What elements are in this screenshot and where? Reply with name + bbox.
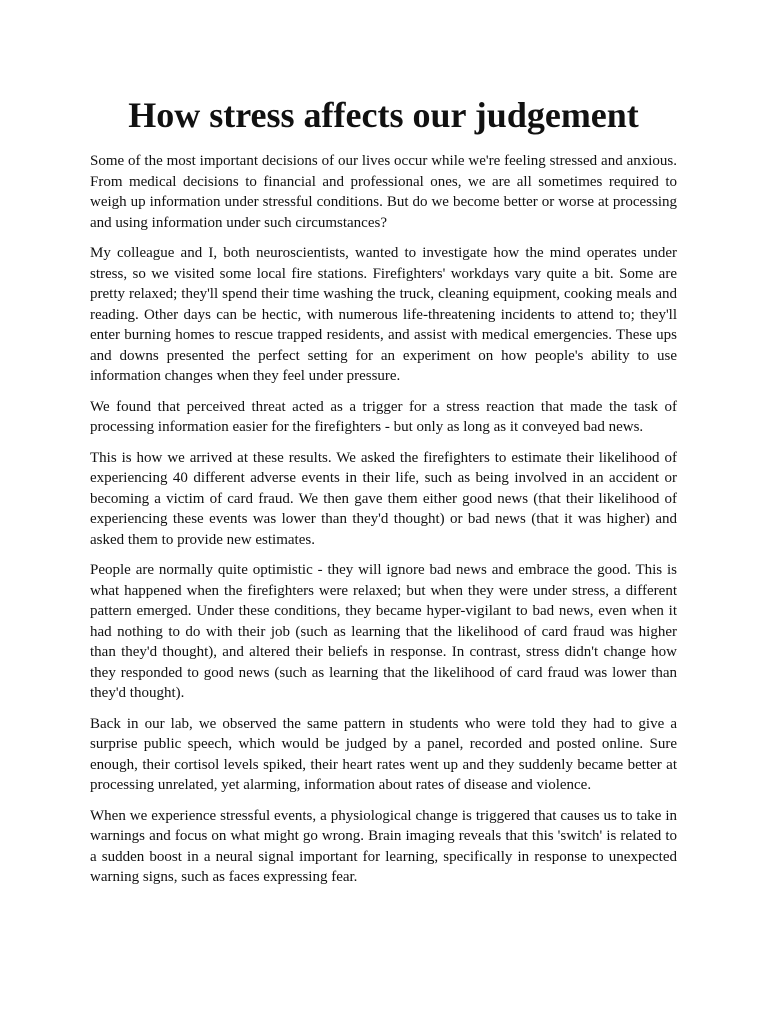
paragraph-5: People are normally quite optimistic - they will ignore bad news and embrace the good. This is what happened when the firefighters were relaxed; but when they were under stress, a different pattern emerged. Under these conditions, they became hyper-vigilant to bad news, even when it had nothing to do with their job (such as learning that the likelihood of card fraud was higher than they'd thought), and altered their beliefs in response. In contrast, stress didn't change how they responded to good news (such as learning that the likelihood of card fraud was lower than they'd thought). [90,562,677,701]
page-title: How stress affects our judgement [128,95,639,135]
paragraph-7: When we experience stressful events, a physiological change is triggered that causes us to take in warnings and focus on what might go wrong. Brain imaging reveals that this 'switch' is related to a sudden boost in a neural signal important for learning, specifically in response to unexpected warning signs, such as faces expressing fear. [90,807,677,885]
document-page [90,95,677,898]
paragraph-4: This is how we arrived at these results. We asked the firefighters to estimate their likelihood of experiencing 40 different adverse events in their life, such as being involved in an accident or becoming a victim of card fraud. We then gave them either good news (that their likelihood of experiencing these events was lower than they'd thought) or bad news (that it was higher) and asked them to provide new estimates. [90,449,677,548]
paragraph-1: Some of the most important decisions of our lives occur while we're feeling stressed and anxious. From medical decisions to financial and professional ones, we are all sometimes required to weigh up information under stressful conditions. But do we become better or worse at processing and using information under such circumstances? [90,153,677,231]
paragraph-3: We found that perceived threat acted as a trigger for a stress reaction that made the task of processing information easier for the firefighters - but only as long as it conveyed bad news. [90,398,677,435]
paragraph-6: Back in our lab, we observed the same pattern in students who were told they had to give a surprise public speech, which would be judged by a panel, recorded and posted online. Sure enough, their cortisol levels spiked, their heart rates went up and they suddenly became better at processing unrelated, yet alarming, information about rates of disease and violence. [90,715,677,793]
paragraph-2: My colleague and I, both neuroscientists, wanted to investigate how the mind operates under stress, so we visited some local fire stations. Firefighters' workdays vary quite a bit. Some are pretty relaxed; they'll spend their time washing the truck, cleaning equipment, cooking meals and reading. Other days can be hectic, with numerous life-threatening incidents to attend to; they'll enter burning homes to rescue trapped residents, and assist with medical emergencies. These ups and downs presented the perfect setting for an experiment on how people's ability to use information changes when they feel under pressure. [90,245,677,384]
